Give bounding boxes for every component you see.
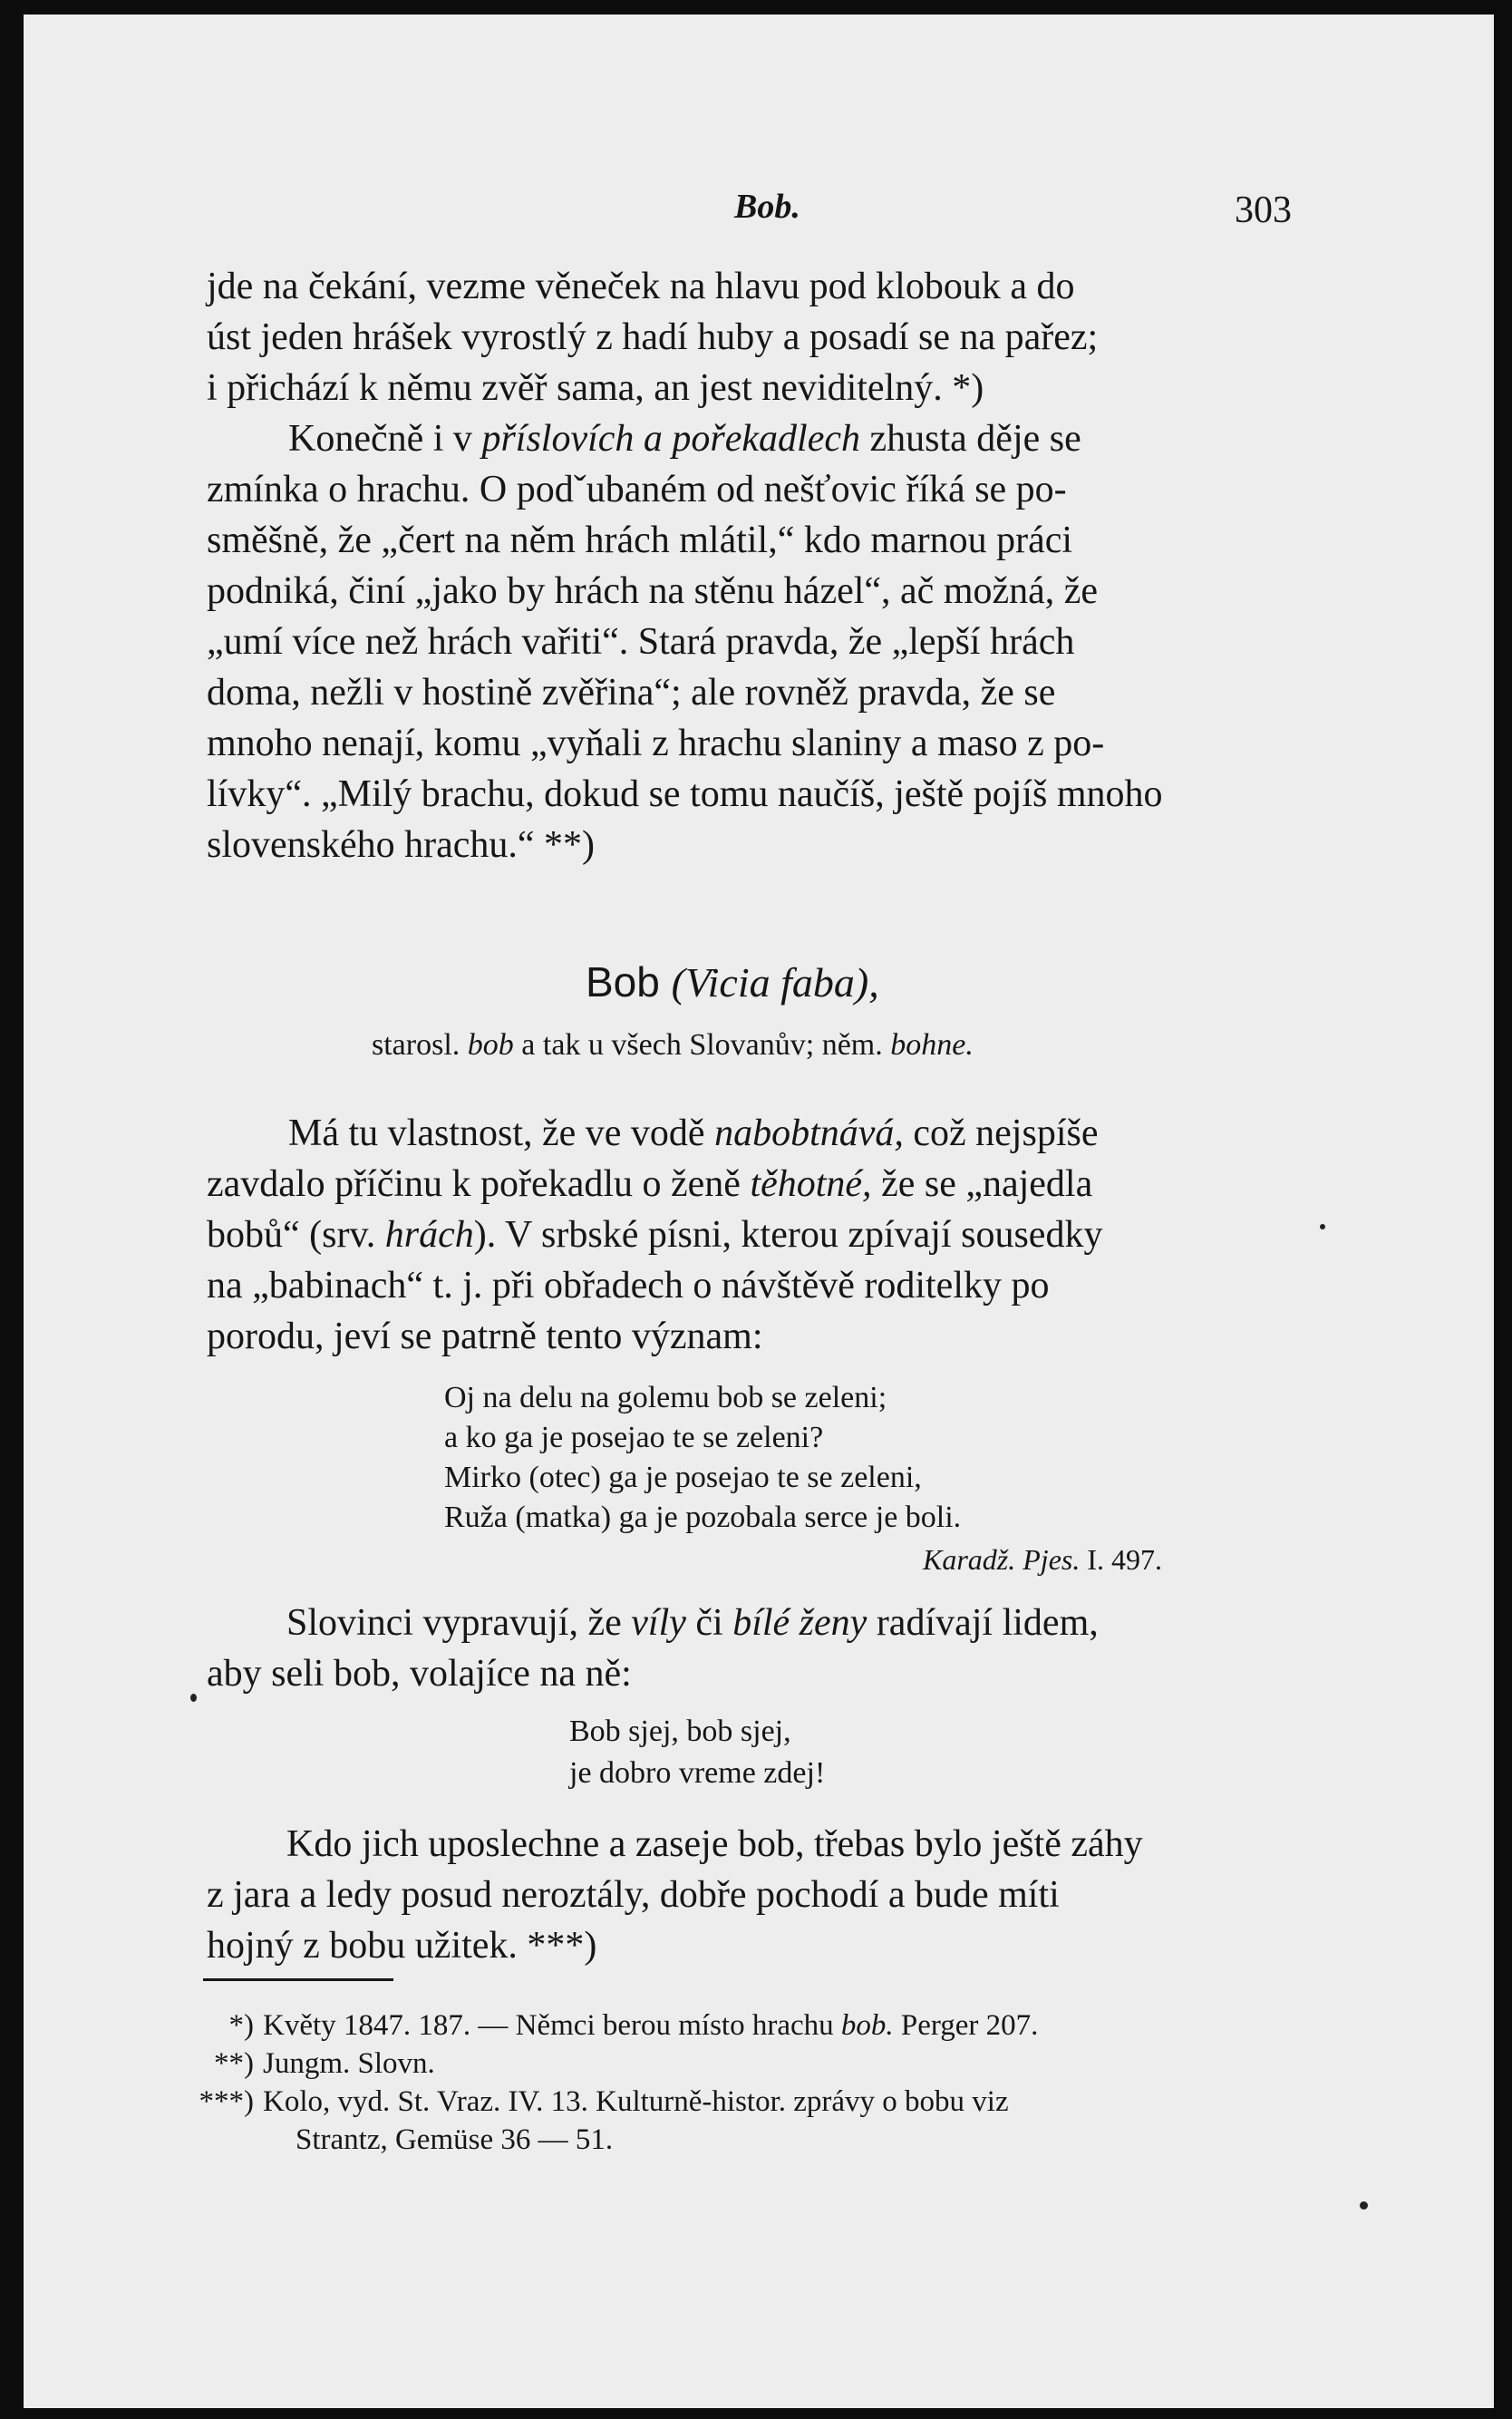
- text-line: lívky“. „Milý brachu, dokud se tomu naučíš, ještě pojíš mnoho: [207, 773, 1163, 815]
- text-line: mnoho nenají, komu „vyňali z hrachu slaniny a maso z po-: [207, 723, 1105, 764]
- heading-title: Bob: [586, 958, 660, 1005]
- verse-citation: Karadž. Pjes. I. 497.: [923, 1543, 1162, 1576]
- text-line: aby seli bob, volajíce na ně:: [207, 1653, 632, 1695]
- section-subheading: starosl. bob a tak u všech Slovanův; něm. bohne.: [372, 1028, 974, 1062]
- text-line: z jara a ledy posud neroztály, dobře pochodí a bude míti: [207, 1874, 1060, 1916]
- footnote-1: *) Květy 1847. 187. — Němci berou místo hrachu bob. Perger 207.: [228, 2009, 1039, 2042]
- text-line: slovenského hrachu.“ **): [207, 824, 596, 866]
- verse-line: Ruža (matka) ga je pozobala serce je boli.: [444, 1501, 962, 1534]
- text-line: i přichází k němu zvěř sama, an jest neviditelný. *): [207, 367, 984, 409]
- verse-line: Mirko (otec) ga je posejao te se zeleni,: [444, 1461, 922, 1494]
- verse-line: Bob sjej, bob sjej,: [569, 1715, 791, 1748]
- footnote-3: ***) Kolo, vyd. St. Vraz. IV. 13. Kulturně-histor. zprávy o bobu viz: [199, 2085, 1009, 2118]
- text-line: Konečně i v příslovích a pořekadlech zhusta děje se: [288, 418, 1081, 460]
- heading-latin-name: (Vicia faba),: [671, 959, 879, 1005]
- text-line: „umí více než hrách vařiti“. Stará pravda, že „lepší hrách: [207, 621, 1075, 663]
- verse-line: a ko ga je posejao te se zeleni?: [444, 1421, 824, 1454]
- text-line: směšně, že „čert na něm hrách mlátil,“ kdo marnou práci: [207, 520, 1073, 561]
- text-line: Má tu vlastnost, že ve vodě nabobtnává, což nejspíše: [288, 1112, 1099, 1154]
- text-line: zmínka o hrachu. O podˇubaném od nešťovic říká se po-: [207, 469, 1067, 510]
- footnote-3-continuation: Strantz, Gemüse 36 — 51.: [296, 2123, 614, 2156]
- text-line: úst jeden hrášek vyrostlý z hadí huby a posadí se na pařez;: [207, 316, 1099, 358]
- text-line: zavdalo příčinu k pořekadlu o ženě těhotné, že se „najedla: [207, 1163, 1093, 1205]
- footnote-separator: [203, 1978, 393, 1981]
- page-number: 303: [1235, 189, 1292, 231]
- scan-speck: [190, 1694, 197, 1702]
- text-line: hojný z bobu užitek. ***): [207, 1925, 597, 1967]
- scan-speck: [1360, 2201, 1368, 2210]
- text-line: Slovinci vypravují, že víly či bílé ženy radívají lidem,: [286, 1602, 1099, 1644]
- verse-line: Oj na delu na golemu bob se zeleni;: [444, 1381, 887, 1414]
- text-line: na „babinach“ t. j. při obřadech o návštěvě roditelky po: [207, 1265, 1050, 1307]
- footnote-2: **) Jungm. Slovn.: [214, 2047, 435, 2080]
- section-heading: [586, 957, 879, 1006]
- scan-speck: [1320, 1224, 1325, 1229]
- verse-line: je dobro vreme zdej!: [569, 1756, 826, 1790]
- text-line: podniká, činí „jako by hrách na stěnu házel“, ač možná, že: [207, 570, 1099, 612]
- text-line: doma, nežli v hostině zvěřina“; ale rovněž pravda, že se: [207, 672, 1056, 714]
- text-line: Kdo jich uposlechne a zaseje bob, třebas bylo ještě záhy: [286, 1823, 1143, 1865]
- text-line: porodu, jeví se patrně tento význam:: [207, 1316, 763, 1357]
- running-title: Bob.: [734, 188, 800, 226]
- text-line: bobů“ (srv. hrách). V srbské písni, kterou zpívají sousedky: [207, 1214, 1103, 1256]
- text-line: jde na čekání, vezme věneček na hlavu pod klobouk a do: [207, 266, 1075, 307]
- book-page: [24, 15, 1494, 2408]
